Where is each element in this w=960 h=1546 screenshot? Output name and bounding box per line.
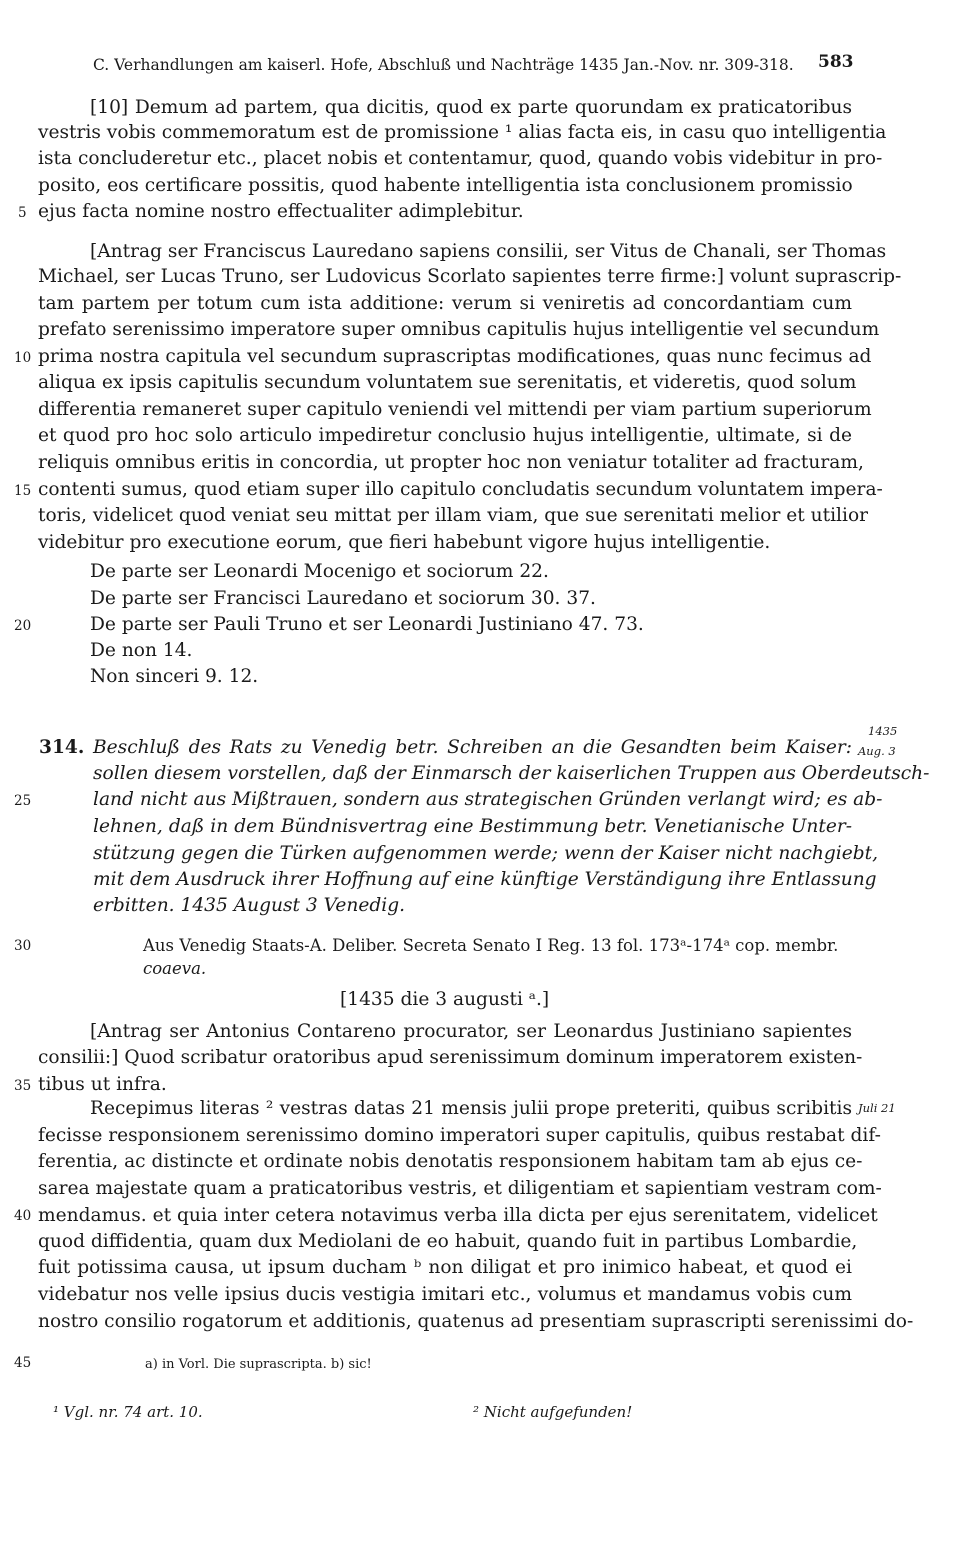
regest-line: lehnen, daß in dem Bündnisvertrag eine Bestimmung betr. Venetianische Unter- xyxy=(93,816,852,837)
text-line: contenti sumus, quod etiam super illo capitulo concludatis secundum voluntatem impera- xyxy=(38,479,883,500)
line-number: 5 xyxy=(18,205,27,221)
regest-line: sollen diesem vorstellen, daß der Einmarsch der kaiserlichen Truppen aus Oberdeutsch- xyxy=(93,763,930,784)
text-line: vestris vobis commemoratum est de promissione ¹ alias facta eis, in casu quo intelligentia xyxy=(38,122,887,143)
line-number: 15 xyxy=(14,483,32,499)
vote-line: De non 14. xyxy=(90,640,193,661)
text-line: ejus facta nomine nostro effectualiter adimplebitur. xyxy=(38,201,524,222)
margin-date: Juli 21 xyxy=(858,1101,896,1115)
regest-line: Beschluß des Rats zu Venedig betr. Schreiben an die Gesandten beim Kaiser: xyxy=(93,737,852,758)
text-line: prima nostra capitula vel secundum suprascriptas modificationes, quas nunc fecimus ad xyxy=(38,346,872,367)
text-line: nostro consilio rogatorum et additionis, quatenus ad presentiam suprascripti serenissimi do- xyxy=(38,1311,914,1332)
footnote: ² Nicht aufgefunden! xyxy=(473,1403,633,1421)
document-number: 314. xyxy=(39,737,85,758)
vote-line: De parte ser Pauli Truno et ser Leonardi Justiniano 47. 73. xyxy=(90,614,644,635)
text-line: et quod pro hoc solo articulo impediretur conclusio hujus intelligentie, ultimate, si de xyxy=(38,425,852,446)
text-line: fecisse responsionem serenissimo domino imperatori super capitulis, quibus restabat dif- xyxy=(38,1125,881,1146)
text-line: reliquis omnibus eritis in concordia, ut propter hoc non veniatur totaliter ad fracturam, xyxy=(38,452,864,473)
text-line: tibus ut infra. xyxy=(38,1074,167,1095)
text-line: videbitur pro executione eorum, que fieri habebunt vigore hujus intelligentie. xyxy=(38,532,771,553)
text-line: ferentia, ac distincte et ordinate nobis denotatis responsionem habitam tam ab ejus ce- xyxy=(38,1151,863,1172)
line-number: 35 xyxy=(14,1078,32,1094)
line-number: 45 xyxy=(14,1355,32,1371)
vote-line: De parte ser Francisci Lauredano et sociorum 30. 37. xyxy=(90,588,596,609)
text-line: [Antrag ser Antonius Contareno procurator, ser Leonardus Justiniano sapientes xyxy=(90,1021,852,1042)
regest-line: mit dem Ausdruck ihrer Hoffnung auf eine künftige Verständigung ihre Entlassung xyxy=(93,869,877,890)
running-title: C. Verhandlungen am kaiserl. Hofe, Abschluß und Nachträge 1435 Jan.-Nov. nr. 309-318. xyxy=(93,56,794,74)
line-number: 30 xyxy=(14,938,32,954)
text-line: differentia remaneret super capitulo veniendi vel mittendi per viam partium superiorum xyxy=(38,399,872,420)
margin-year: 1435 xyxy=(868,724,898,738)
text-line: posito, eos certificare possitis, quod habente intelligentia ista conclusionem promissio xyxy=(38,175,853,196)
text-line: Recepimus literas ² vestras datas 21 mensis julii prope preteriti, quibus scribitis xyxy=(90,1098,852,1119)
text-line: ista concluderetur etc., placet nobis et contentamur, quod, quando vobis videbitur in pro- xyxy=(38,148,883,169)
regest-line: land nicht aus Mißtrauen, sondern aus strategischen Gründen verlangt wird; es ab- xyxy=(93,789,883,810)
text-line: consilii:] Quod scribatur oratoribus apud serenissimum dominum imperatorem existen- xyxy=(38,1047,863,1068)
line-number: 10 xyxy=(14,350,32,366)
text-line: fuit potissima causa, ut ipsum ducham ᵇ non diligat et pro inimico habeat, et quod ei xyxy=(38,1257,852,1278)
text-line: Michael, ser Lucas Truno, ser Ludovicus Scorlato sapientes terre firme:] volunt suprascrip- xyxy=(38,266,902,287)
source-line: Aus Venedig Staats-A. Deliber. Secreta Senato I Reg. 13 fol. 173ᵃ-174ᵃ cop. membr. xyxy=(143,936,839,955)
regest-line: stützung gegen die Türken aufgenommen werde; wenn der Kaiser nicht nachgiebt, xyxy=(93,843,878,864)
text-line: toris, videlicet quod veniat seu mittat per illam viam, que sue serenitati melior et utilior xyxy=(38,505,869,526)
line-number: 25 xyxy=(14,793,32,809)
text-line: aliqua ex ipsis capitulis secundum voluntatem sue serenitatis, et videretis, quod solum xyxy=(38,372,857,393)
text-line: tam partem per totum cum ista additione: verum si veniretis ad concordantiam cum xyxy=(38,293,852,314)
footnote-letters: a) in Vorl. Die suprascripta. b) sic! xyxy=(145,1357,372,1372)
line-number: 40 xyxy=(14,1208,32,1224)
vote-line: Non sinceri 9. 12. xyxy=(90,666,259,687)
vote-line: De parte ser Leonardi Mocenigo et sociorum 22. xyxy=(90,561,549,582)
text-line: videbatur nos velle ipsius ducis vestigia imitari etc., volumus et mandamus vobis cum xyxy=(38,1284,852,1305)
margin-date: Aug. 3 xyxy=(858,744,896,758)
text-line: [10] Demum ad partem, qua dicitis, quod ex parte quorundam ex praticatoribus xyxy=(90,97,852,118)
page-number: 583 xyxy=(818,52,854,72)
line-number: 20 xyxy=(14,618,32,634)
dateline: [1435 die 3 augusti ᵃ.] xyxy=(340,989,550,1010)
text-line: sarea majestate quam a praticatoribus vestris, et diligentiam et sapientiam vestram com- xyxy=(38,1178,882,1199)
text-line: prefato serenissimo imperatore super omnibus capitulis hujus intelligentie vel secundum xyxy=(38,319,880,340)
source-line: coaeva. xyxy=(143,959,207,978)
text-line: [Antrag ser Franciscus Lauredano sapiens consilii, ser Vitus de Chanali, ser Thomas xyxy=(90,241,887,262)
text-line: mendamus. et quia inter cetera notavimus verba illa dicta per ejus serenitatem, videlicet xyxy=(38,1205,878,1226)
regest-line: erbitten. 1435 August 3 Venedig. xyxy=(93,895,406,916)
footnote: ¹ Vgl. nr. 74 art. 10. xyxy=(53,1403,203,1421)
text-line: quod diffidentia, quam dux Mediolani de eo habuit, quando fuit in partibus Lombardie, xyxy=(38,1231,858,1252)
